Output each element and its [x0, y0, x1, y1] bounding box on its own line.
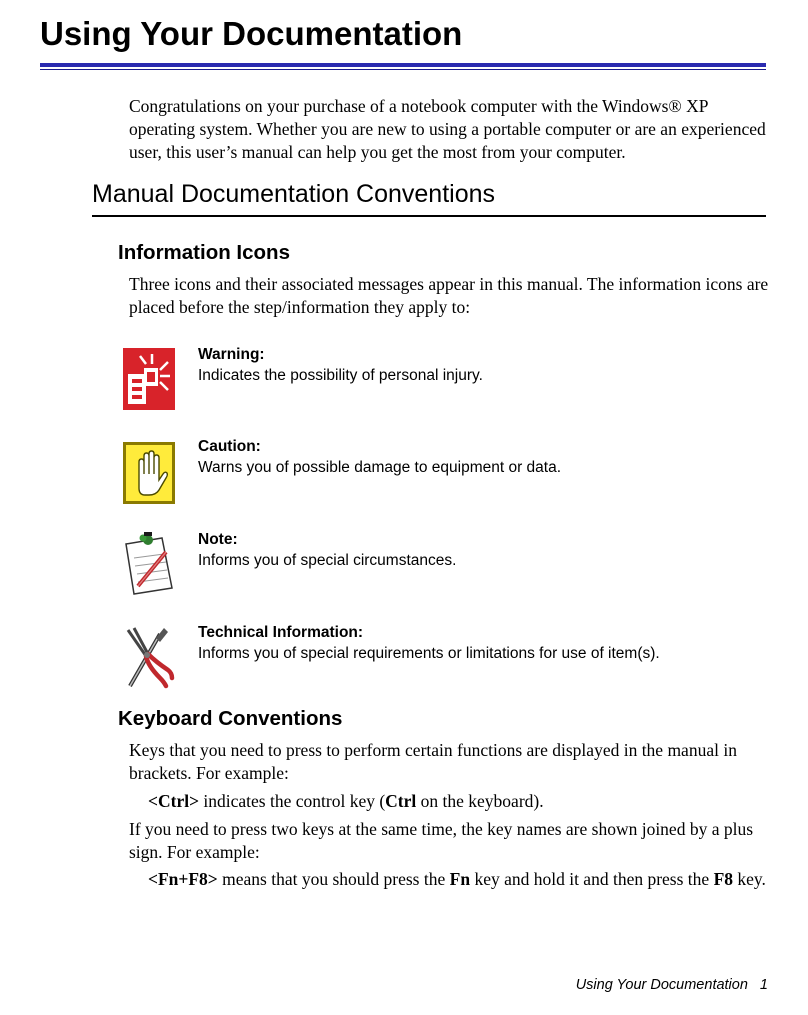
ctrl-key-bold: Ctrl — [385, 791, 417, 811]
keyboard-paragraph-2: If you need to press two keys at the same time, the key names are shown joined by a plus sign. For example: — [129, 819, 754, 862]
technical-description: Informs you of special requirements or limitations for use of item(s). — [198, 645, 660, 662]
caution-info — [198, 436, 561, 478]
tools-icon — [120, 624, 178, 690]
info-icons-heading: Information Icons — [118, 241, 290, 264]
title-rule-thin — [40, 69, 766, 70]
warning-label: Warning: — [198, 346, 265, 363]
intro-paragraph: Congratulations on your purchase of a notebook computer with the Windows® XP operating system. Whether you are new to using a portable computer or are an experienced user, this user’s manual can help you get the most from your computer. — [129, 96, 766, 162]
section-rule — [92, 215, 766, 217]
keyboard-example-1 — [148, 790, 768, 813]
warning-info — [198, 344, 483, 386]
note-description: Informs you of special circumstances. — [198, 552, 457, 569]
caution-label: Caution: — [198, 438, 261, 455]
page-title: Using Your Documentation — [40, 15, 463, 52]
note-pencil-icon — [120, 530, 178, 596]
example2-text-3: key. — [733, 869, 766, 889]
keyboard-heading: Keyboard Conventions — [118, 707, 343, 730]
example2-text-2: key and hold it and then press the — [470, 869, 714, 889]
caution-hand-icon — [120, 440, 178, 506]
keyboard-paragraph-1: Keys that you need to press to perform certain functions are displayed in the manual in brackets. For example: — [129, 740, 737, 783]
technical-label: Technical Information: — [198, 624, 364, 641]
caution-description: Warns you of possible damage to equipment or data. — [198, 459, 562, 476]
section-heading: Manual Documentation Conventions — [92, 180, 496, 208]
f8-key-bold: F8 — [713, 869, 734, 889]
warning-description: Indicates the possibility of personal injury. — [198, 367, 483, 384]
fn-key-bold: Fn — [449, 869, 471, 889]
footer-label: Using Your Documentation — [575, 977, 748, 993]
example1-text-after: on the keyboard). — [416, 791, 544, 811]
technical-info — [198, 622, 660, 664]
keyboard-example-2 — [148, 868, 768, 891]
ctrl-key-bracket: <Ctrl> — [148, 791, 200, 811]
example1-text-before: indicates the control key ( — [199, 791, 386, 811]
note-info — [198, 529, 456, 571]
fn-f8-key-bracket: <Fn+F8> — [148, 869, 218, 889]
info-icons-description: Three icons and their associated messages appear in this manual. The information icons are placed before the step/information they apply to: — [129, 274, 769, 317]
note-label: Note: — [198, 531, 238, 548]
page-footer — [576, 975, 768, 995]
example2-text-1: means that you should press the — [217, 869, 450, 889]
page-number: 1 — [759, 977, 768, 993]
title-rule — [40, 63, 766, 67]
warning-icon — [120, 346, 178, 412]
